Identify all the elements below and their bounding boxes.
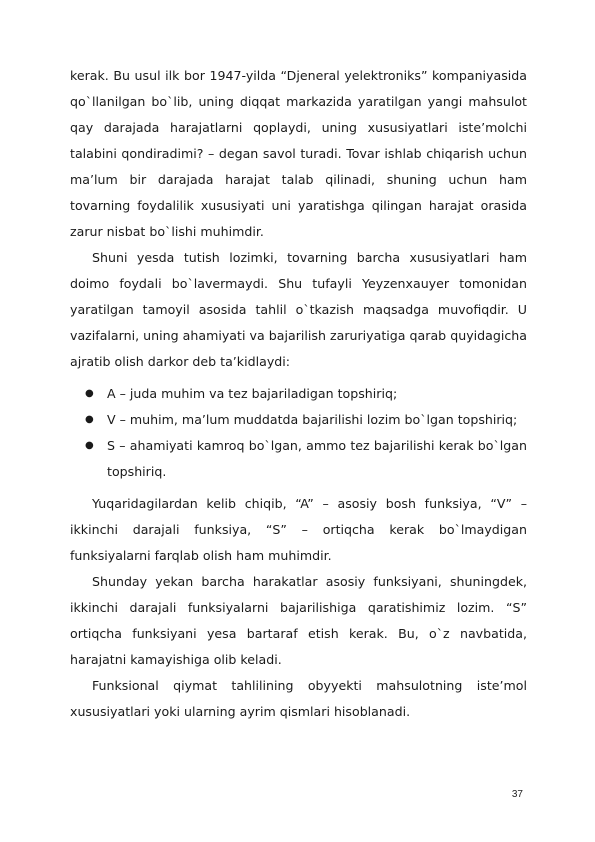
document-body bbox=[70, 63, 527, 725]
list-item-s bbox=[70, 433, 527, 485]
paragraph-object: Funksional qiymat tahlilining obyyekti mahsulotning iste’mol xususiyatlari yoki ularning ayrim qismlari hisoblanadi. bbox=[70, 678, 527, 719]
paragraph-actions: Shunday yekan barcha harakatlar asosiy funksiyani, shuningdek, ikkinchi darajali funksiyalarni bajarilishiga qaratishimiz lozim. “S” ortiqcha funksiyani yesa bartaraf etish kerak. Bu, o`z navbatida, harajatni kamayishiga olib keladi. bbox=[70, 574, 527, 667]
task-priority-list bbox=[70, 381, 527, 485]
page-number: 37 bbox=[511, 789, 523, 800]
bullet-icon: ● bbox=[85, 440, 94, 451]
paragraph-principle: Shuni yesda tutish lozimki, tovarning barcha xususiyatlari ham doimo foydali bo`lavermaydi. Shu tufayli Yeyzenxauyer tomonidan yaratilgan tamoyil asosida tahlil o`tkazish maqsadga muvofiqdir. U vazifalarni, uning ahamiyati va bajarilish zaruriyatiga qarab quyidagicha ajratib olish darkor deb ta’kidlaydi: bbox=[70, 250, 527, 369]
bullet-icon: ● bbox=[85, 388, 94, 399]
list-item-text: A – juda muhim va tez bajariladigan topshiriq; bbox=[107, 386, 398, 401]
list-item-text: V – muhim, ma’lum muddatda bajarilishi lozim bo`lgan topshiriq; bbox=[107, 412, 518, 427]
list-item-a bbox=[70, 381, 527, 407]
paragraph-functions: Yuqaridagilardan kelib chiqib, “A” – asosiy bosh funksiya, “V” – ikkinchi darajali funksiya, “S” – ortiqcha kerak bo`lmaydigan funksiyalarni farqlab olish ham muhimdir. bbox=[70, 496, 527, 563]
list-item-text: S – ahamiyati kamroq bo`lgan, ammo tez bajarilishi kerak bo`lgan topshiriq. bbox=[107, 438, 527, 479]
bullet-icon: ● bbox=[85, 414, 94, 425]
paragraph-continuation: kerak. Bu usul ilk bor 1947-yilda “Djeneral yelektroniks” kompaniyasida qo`llanilgan bo`lib, uning diqqat markazida yaratilgan yangi mahsulot qay darajada harajatlarni qoplaydi, uning xususiyatlari iste’molchi talabini qondiradimi? – degan savol turadi. Tovar ishlab chiqarish uchun ma’lum bir darajada harajat talab qilinadi, shuning uchun ham tovarning foydalilik xususiyati uni yaratishga qilingan harajat orasida zarur nisbat bo`lishi muhimdir. bbox=[70, 68, 527, 239]
list-item-v bbox=[70, 407, 527, 433]
